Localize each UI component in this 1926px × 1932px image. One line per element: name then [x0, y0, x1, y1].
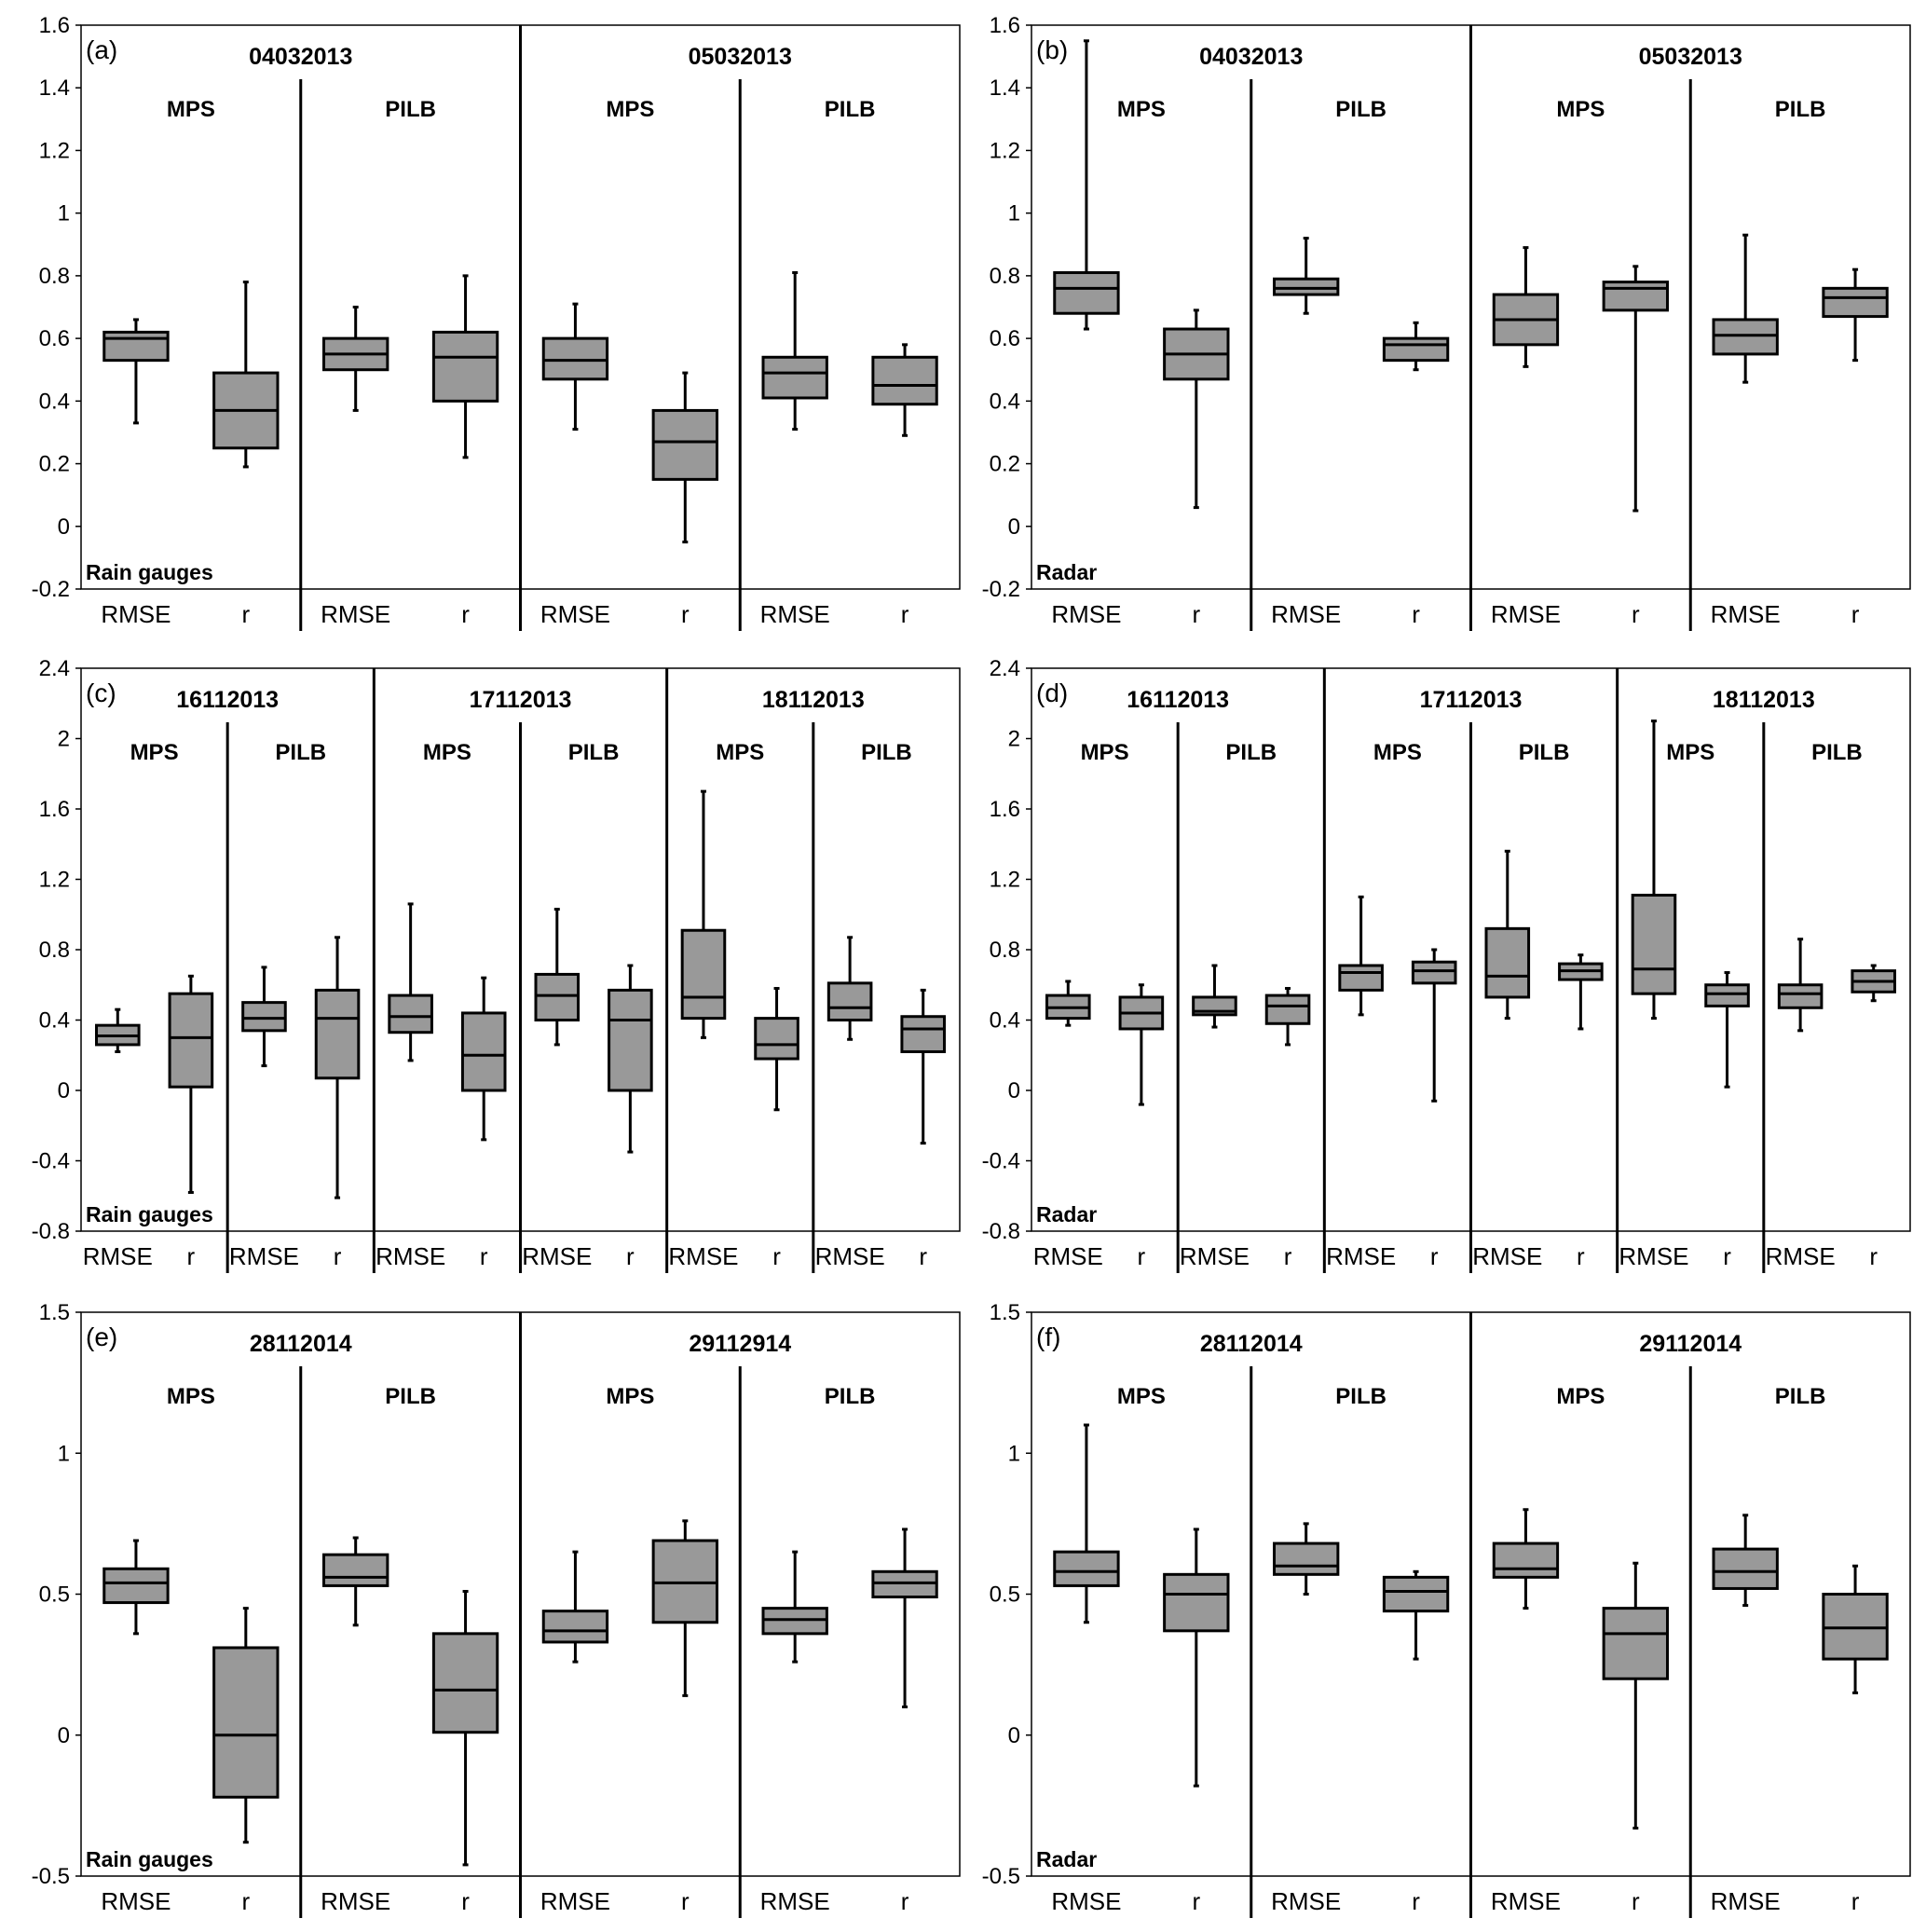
panel-label: (b) [1036, 35, 1069, 64]
category-label: RMSE [1179, 1242, 1250, 1270]
box-rmse [243, 967, 286, 1066]
category-label: r [1869, 1242, 1878, 1270]
box-rmse [1714, 1515, 1777, 1606]
iqr-box [243, 1003, 286, 1031]
iqr-box [1604, 282, 1667, 310]
box-r [1384, 1571, 1447, 1659]
method-label: MPS [1116, 1384, 1166, 1409]
method-label: PILB [824, 1384, 876, 1409]
y-tick-label: 0 [1007, 514, 1020, 540]
method-label: MPS [606, 1384, 655, 1409]
category-label: r [1283, 1242, 1292, 1270]
category-label: r [461, 1887, 470, 1915]
iqr-box [828, 983, 871, 1021]
box-r [433, 276, 497, 458]
date-label: 16112013 [1127, 687, 1230, 713]
iqr-box [389, 995, 432, 1033]
y-tick-label: 1.6 [38, 13, 70, 38]
method-label: PILB [1811, 740, 1863, 765]
panel-e [32, 1300, 960, 1918]
y-tick-label: 1.4 [989, 75, 1020, 102]
box-rmse [1275, 239, 1338, 314]
category-label: RMSE [1710, 1887, 1781, 1915]
method-label: PILB [1518, 740, 1570, 765]
iqr-box [1055, 273, 1118, 314]
y-tick-label: 2 [57, 726, 70, 752]
category-label: RMSE [101, 1887, 171, 1915]
y-tick-label: 0.5 [989, 1582, 1020, 1608]
category-label: r [461, 600, 470, 628]
date-label: 17112013 [1419, 687, 1523, 713]
iqr-box [873, 357, 936, 404]
iqr-box [1706, 985, 1749, 1007]
box-rmse [682, 791, 725, 1037]
method-label: MPS [1556, 97, 1605, 122]
box-rmse [1047, 981, 1090, 1025]
box-r [1604, 1563, 1667, 1828]
method-label: MPS [1080, 740, 1129, 765]
panel-a [32, 13, 960, 631]
category-label: RMSE [1032, 1242, 1103, 1270]
date-label: 29112014 [1639, 1331, 1742, 1357]
date-label: 05032013 [688, 44, 792, 70]
category-label: r [1412, 600, 1420, 628]
y-tick-label: 0 [57, 1078, 70, 1103]
y-tick-label: 0.4 [989, 1007, 1020, 1034]
category-label: r [1577, 1242, 1585, 1270]
y-tick-label: -0.4 [981, 1148, 1020, 1174]
box-rmse [104, 320, 168, 423]
source-label: Radar [1036, 1202, 1098, 1226]
iqr-box [104, 332, 168, 360]
box-rmse [1494, 1510, 1557, 1609]
category-label: RMSE [321, 1887, 391, 1915]
y-tick-label: 0.2 [989, 451, 1020, 477]
iqr-box [1494, 1543, 1557, 1577]
iqr-box [1714, 320, 1777, 354]
category-label: RMSE [1326, 1242, 1397, 1270]
category-label: RMSE [1710, 600, 1781, 628]
iqr-box [170, 993, 212, 1087]
iqr-box [1165, 1574, 1228, 1631]
box-rmse [828, 938, 871, 1039]
iqr-box [1604, 1609, 1667, 1679]
iqr-box [543, 338, 607, 379]
box-r [1604, 267, 1667, 511]
y-tick-label: 0.8 [38, 263, 70, 289]
box-r [1852, 966, 1895, 1001]
iqr-box [1266, 995, 1309, 1023]
box-r [1824, 269, 1887, 360]
category-label: r [680, 600, 690, 628]
method-label: MPS [1666, 740, 1715, 765]
iqr-box [462, 1013, 505, 1090]
box-r [170, 976, 212, 1192]
category-label: r [626, 1242, 635, 1270]
category-label: RMSE [540, 1887, 610, 1915]
box-rmse [324, 1538, 388, 1625]
y-tick-label: 0.4 [38, 389, 70, 415]
iqr-box [682, 930, 725, 1018]
iqr-box [763, 1609, 826, 1634]
box-rmse [1632, 721, 1675, 1019]
date-label: 28112014 [249, 1331, 352, 1357]
category-label: r [186, 1242, 196, 1270]
y-tick-label: 1.6 [989, 797, 1020, 822]
method-label: PILB [861, 740, 912, 765]
y-tick-label: 1 [1007, 200, 1020, 226]
date-label: 18112013 [761, 687, 865, 713]
box-rmse [1055, 1425, 1118, 1623]
category-label: r [241, 600, 251, 628]
method-label: MPS [166, 1384, 215, 1409]
box-r [1165, 1529, 1228, 1786]
iqr-box [1632, 895, 1675, 993]
method-label: MPS [716, 740, 765, 765]
category-label: RMSE [540, 600, 610, 628]
box-rmse [1275, 1524, 1338, 1595]
y-tick-label: 0.4 [989, 389, 1020, 415]
box-rmse [1779, 939, 1822, 1031]
date-label: 05032013 [1638, 44, 1742, 70]
box-rmse [763, 1552, 826, 1662]
y-tick-label: 0.2 [38, 451, 70, 477]
iqr-box [1714, 1549, 1777, 1588]
box-r [1266, 989, 1309, 1045]
category-label: RMSE [82, 1242, 153, 1270]
y-tick-label: 0.6 [38, 326, 70, 352]
box-r [609, 966, 652, 1152]
box-r [873, 345, 936, 435]
category-label: RMSE [101, 600, 171, 628]
box-r [653, 1521, 717, 1696]
box-r [214, 1609, 278, 1843]
y-tick-label: 0 [57, 1722, 70, 1748]
category-label: r [333, 1242, 342, 1270]
category-label: RMSE [321, 600, 391, 628]
panel-label: (d) [1036, 678, 1069, 707]
box-rmse [97, 1009, 140, 1051]
method-label: PILB [1225, 740, 1277, 765]
box-rmse [1340, 897, 1383, 1014]
iqr-box [763, 357, 826, 398]
y-tick-label: -0.2 [31, 577, 70, 602]
box-rmse [536, 910, 579, 1045]
y-tick-label: 0 [57, 514, 70, 540]
box-r [756, 989, 799, 1110]
y-tick-label: 1.6 [38, 797, 70, 822]
category-label: RMSE [1051, 600, 1122, 628]
box-r [1413, 950, 1455, 1101]
iqr-box [653, 410, 717, 479]
method-label: MPS [606, 97, 655, 122]
box-r [873, 1529, 936, 1707]
category-label: RMSE [759, 1887, 830, 1915]
category-label: RMSE [228, 1242, 300, 1270]
iqr-box [536, 974, 579, 1020]
y-tick-label: -0.5 [31, 1864, 70, 1889]
category-label: RMSE [1051, 1887, 1122, 1915]
date-label: 16112013 [176, 687, 280, 713]
y-tick-label: -0.8 [981, 1219, 1020, 1244]
y-tick-label: -0.4 [31, 1148, 70, 1174]
source-label: Rain gauges [86, 1202, 213, 1226]
category-label: r [1137, 1242, 1146, 1270]
box-rmse [543, 1552, 607, 1662]
category-label: r [479, 1242, 488, 1270]
box-r [902, 990, 945, 1143]
date-label: 04032013 [249, 44, 353, 70]
source-label: Rain gauges [86, 1847, 213, 1871]
date-label: 17112013 [469, 687, 572, 713]
category-label: r [680, 1887, 690, 1915]
method-label: PILB [385, 97, 436, 122]
iqr-box [1340, 966, 1383, 990]
y-tick-label: 1.6 [989, 13, 1020, 38]
y-tick-label: 1.5 [38, 1300, 70, 1325]
y-tick-label: 0 [1007, 1078, 1020, 1103]
date-label: 29112914 [689, 1331, 792, 1357]
box-r [214, 282, 278, 467]
panel-d [982, 656, 1910, 1273]
category-label: r [1192, 600, 1201, 628]
panel-label: (c) [86, 678, 116, 707]
box-rmse [1055, 41, 1118, 329]
iqr-box [543, 1611, 607, 1642]
method-label: MPS [1556, 1384, 1605, 1409]
category-label: r [1429, 1242, 1439, 1270]
category-label: RMSE [1619, 1242, 1689, 1270]
iqr-box [1384, 1577, 1447, 1610]
source-label: Rain gauges [86, 560, 213, 584]
y-tick-label: 1 [57, 1441, 70, 1467]
y-tick-label: 0.8 [989, 263, 1020, 289]
iqr-box [1779, 985, 1822, 1008]
method-label: MPS [166, 97, 215, 122]
iqr-box [902, 1017, 945, 1052]
category-label: r [1631, 600, 1640, 628]
category-label: r [919, 1242, 928, 1270]
iqr-box [324, 1555, 388, 1585]
iqr-box [653, 1541, 717, 1623]
iqr-box [316, 990, 359, 1077]
box-rmse [324, 308, 388, 411]
method-label: PILB [824, 97, 876, 122]
y-tick-label: 1 [57, 200, 70, 226]
y-tick-label: 1 [1007, 1441, 1020, 1467]
method-label: PILB [1335, 1384, 1386, 1409]
category-label: RMSE [1490, 600, 1561, 628]
iqr-box [756, 1019, 799, 1059]
category-label: r [1192, 1887, 1201, 1915]
category-label: r [772, 1242, 781, 1270]
y-tick-label: 0.4 [38, 1007, 70, 1034]
category-label: r [1631, 1887, 1640, 1915]
box-rmse [104, 1541, 168, 1634]
iqr-box [1486, 928, 1529, 997]
panel-label: (a) [86, 35, 118, 64]
y-tick-label: 1.2 [989, 867, 1020, 893]
category-label: RMSE [376, 1242, 446, 1270]
date-label: 04032013 [1199, 44, 1304, 70]
category-label: r [241, 1887, 251, 1915]
category-label: r [1851, 600, 1860, 628]
y-tick-label: 1.5 [989, 1300, 1020, 1325]
iqr-box [1384, 338, 1447, 361]
box-r [433, 1591, 497, 1864]
iqr-box [1413, 962, 1455, 983]
method-label: MPS [1116, 97, 1166, 122]
iqr-box [1824, 288, 1887, 316]
category-label: RMSE [759, 600, 830, 628]
box-rmse [1494, 248, 1557, 367]
iqr-box [1275, 1543, 1338, 1574]
date-label: 18112013 [1712, 687, 1815, 713]
box-rmse [389, 904, 432, 1061]
panel-c [32, 656, 960, 1273]
category-label: RMSE [1271, 1887, 1342, 1915]
panel-f [982, 1300, 1910, 1918]
category-label: r [900, 1887, 909, 1915]
category-label: RMSE [1472, 1242, 1543, 1270]
category-label: RMSE [814, 1242, 885, 1270]
y-tick-label: 0 [1007, 1722, 1020, 1748]
y-tick-label: 1.4 [38, 75, 70, 102]
y-tick-label: 0.6 [989, 326, 1020, 352]
y-tick-label: -0.2 [981, 577, 1020, 602]
box-rmse [543, 304, 607, 429]
y-tick-label: 1.2 [38, 867, 70, 893]
iqr-box [873, 1571, 936, 1596]
y-tick-label: -0.8 [31, 1219, 70, 1244]
method-label: PILB [1774, 97, 1826, 122]
box-r [316, 938, 359, 1198]
y-tick-label: 2 [1007, 726, 1020, 752]
method-label: MPS [1373, 740, 1422, 765]
box-r [1120, 985, 1163, 1104]
category-label: RMSE [1765, 1242, 1836, 1270]
iqr-box [104, 1569, 168, 1602]
box-r [1384, 322, 1447, 369]
y-tick-label: 1.2 [38, 138, 70, 164]
category-label: r [1723, 1242, 1731, 1270]
iqr-box [433, 1634, 497, 1733]
category-label: RMSE [1490, 1887, 1561, 1915]
category-label: RMSE [1271, 600, 1342, 628]
box-rmse [1194, 966, 1236, 1027]
iqr-box [214, 1648, 278, 1797]
method-label: PILB [275, 740, 327, 765]
y-tick-label: 0.8 [989, 938, 1020, 963]
source-label: Radar [1036, 560, 1098, 584]
box-rmse [1486, 851, 1529, 1018]
category-label: RMSE [522, 1242, 593, 1270]
box-r [1824, 1566, 1887, 1692]
method-label: MPS [130, 740, 179, 765]
box-r [1560, 955, 1603, 1029]
panel-label: (e) [86, 1322, 118, 1351]
category-label: r [1412, 1887, 1420, 1915]
box-rmse [1714, 235, 1777, 382]
method-label: PILB [567, 740, 620, 765]
category-label: RMSE [668, 1242, 739, 1270]
iqr-box [433, 332, 497, 401]
method-label: PILB [1774, 1384, 1826, 1409]
box-r [462, 978, 505, 1140]
category-label: r [1851, 1887, 1860, 1915]
box-rmse [763, 273, 826, 430]
box-r [653, 373, 717, 541]
iqr-box [1275, 279, 1338, 295]
method-label: PILB [385, 1384, 436, 1409]
y-tick-label: 0.8 [38, 938, 70, 963]
y-tick-label: 0.5 [38, 1582, 70, 1608]
iqr-box [609, 990, 652, 1090]
panel-label: (f) [1036, 1322, 1061, 1351]
iqr-box [1824, 1595, 1887, 1660]
date-label: 28112014 [1199, 1331, 1303, 1357]
method-label: PILB [1335, 97, 1386, 122]
method-label: MPS [422, 740, 471, 765]
y-tick-label: 2.4 [989, 656, 1020, 681]
source-label: Radar [1036, 1847, 1098, 1871]
panel-b [982, 13, 1910, 631]
box-r [1706, 973, 1749, 1088]
category-label: r [900, 600, 909, 628]
iqr-box [1055, 1552, 1118, 1585]
box-r [1165, 310, 1228, 508]
y-tick-label: -0.5 [981, 1864, 1020, 1889]
y-tick-label: 2.4 [38, 656, 70, 681]
y-tick-label: 1.2 [989, 138, 1020, 164]
